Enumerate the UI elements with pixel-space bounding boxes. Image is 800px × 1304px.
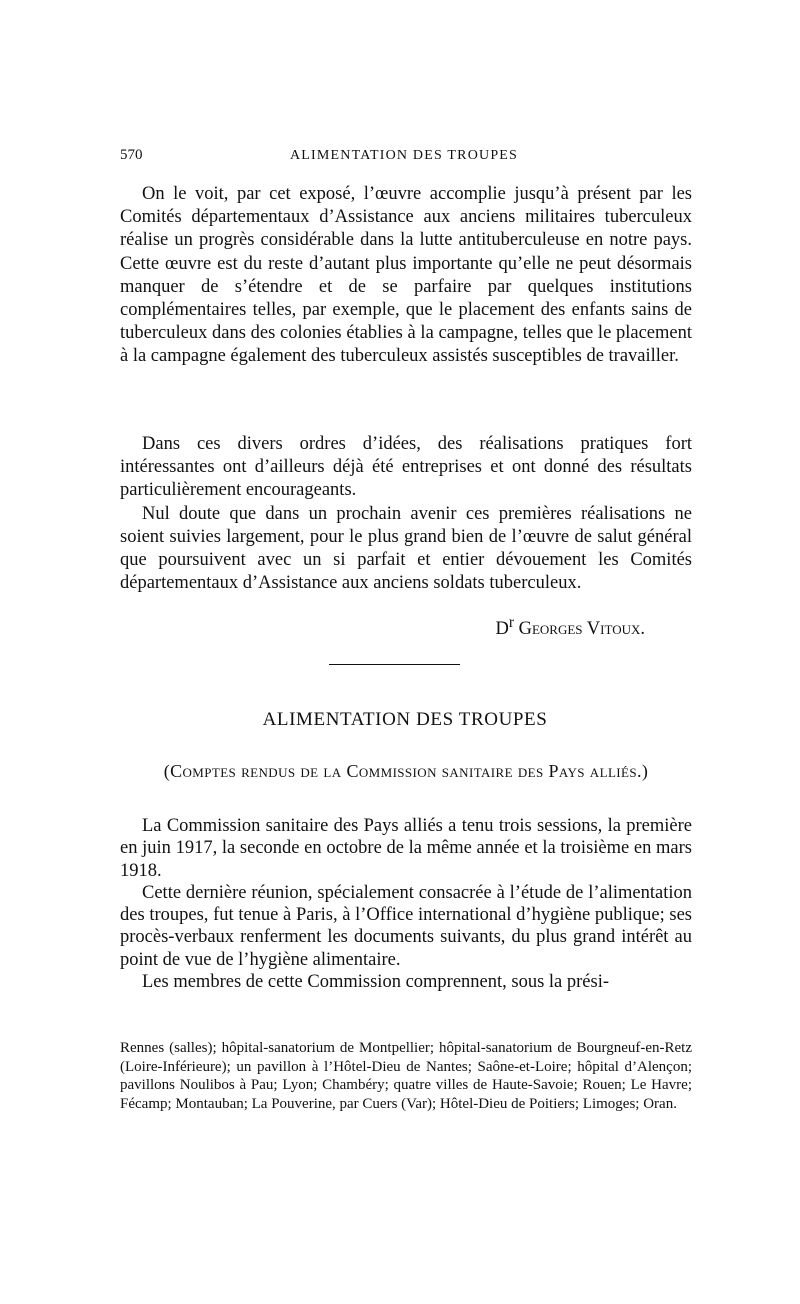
- signature-title: D: [495, 619, 509, 640]
- progress-paragraph: Dans ces divers ordres d’idées, des réalisations pratiques fort intéressantes ont d’ailleurs déjà été entreprises et ont donné des résultats particulièrement encourageants.: [120, 434, 692, 501]
- intro-section: [120, 183, 692, 369]
- author-signature: [495, 614, 645, 640]
- page-number: 570: [120, 147, 143, 163]
- running-title: ALIMENTATION DES TROUPES: [289, 148, 519, 163]
- progress-paragraph: Nul doute que dans un prochain avenir ces premières réalisations ne soient suivies largement, pour le plus grand bien de l’œuvre de salut général que poursuivent avec un si parfait et entier dévouement les Comités départementaux d’Assistance aux anciens soldats tuberculeux.: [120, 503, 692, 594]
- commission-paragraph: Cette dernière réunion, spécialement consacrée à l’étude de l’alimentation des troupes, fut tenue à Paris, à l’Office international d’hygiène publique; ses procès-verbaux renferment les documents suivants, du plus grand intérêt au point de vue de l’hygiène alimentaire.: [120, 882, 692, 970]
- commission-paragraph: Les membres de cette Commission comprennent, sous la prési-: [142, 972, 610, 993]
- footnote-text: Rennes (salles); hôpital-sanatorium de Montpellier; hôpital-sanatorium de Bourgneuf-en-Retz (Loire-Inférieure); un pavillon à l’Hôtel-Dieu de Nantes; Saône-et-Loire; hôpital d’Alençon; pavillons Noulibos à Pau; Lyon; Chambéry; quatre villes de Haute-Savoie; Rouen; Le Havre; Fécamp; Montauban; La Pouverine, par Cuers (Var); Hôtel-Dieu de Poitiers; Limoges; Oran.: [120, 1040, 692, 1112]
- signature-name: Georges Vitoux.: [518, 619, 645, 640]
- running-header: [120, 147, 688, 171]
- commission-section: [120, 815, 692, 993]
- section-divider: [329, 664, 460, 665]
- footnote: [120, 1039, 692, 1113]
- section-subtitle: (Comptes rendus de la Commission sanitaire des Pays alliés.): [163, 761, 649, 781]
- section-title: ALIMENTATION DES TROUPES: [262, 709, 548, 730]
- signature-title-superscript: r: [508, 614, 514, 631]
- commission-paragraph: La Commission sanitaire des Pays alliés a tenu trois sessions, la première en juin 1917, la seconde en octobre de la même année et la troisième en mars 1918.: [120, 816, 692, 881]
- intro-paragraph: On le voit, par cet exposé, l’œuvre accomplie jusqu’à présent par les Comités départementaux d’Assistance aux anciens militaires tuberculeux réalise un progrès considérable dans la lutte antituberculeuse en notre pays. Cette œuvre est du reste d’autant plus importante qu’elle ne peut désormais manquer de s’étendre et de se parfaire par quelques institutions complémentaires telles, par exemple, que le placement des enfants sains de tuberculeux dans des colonies établies à la campagne, telles que le placement à la campagne également des tuberculeux assistés susceptibles de travailler.: [120, 184, 692, 367]
- progress-section: [120, 433, 692, 595]
